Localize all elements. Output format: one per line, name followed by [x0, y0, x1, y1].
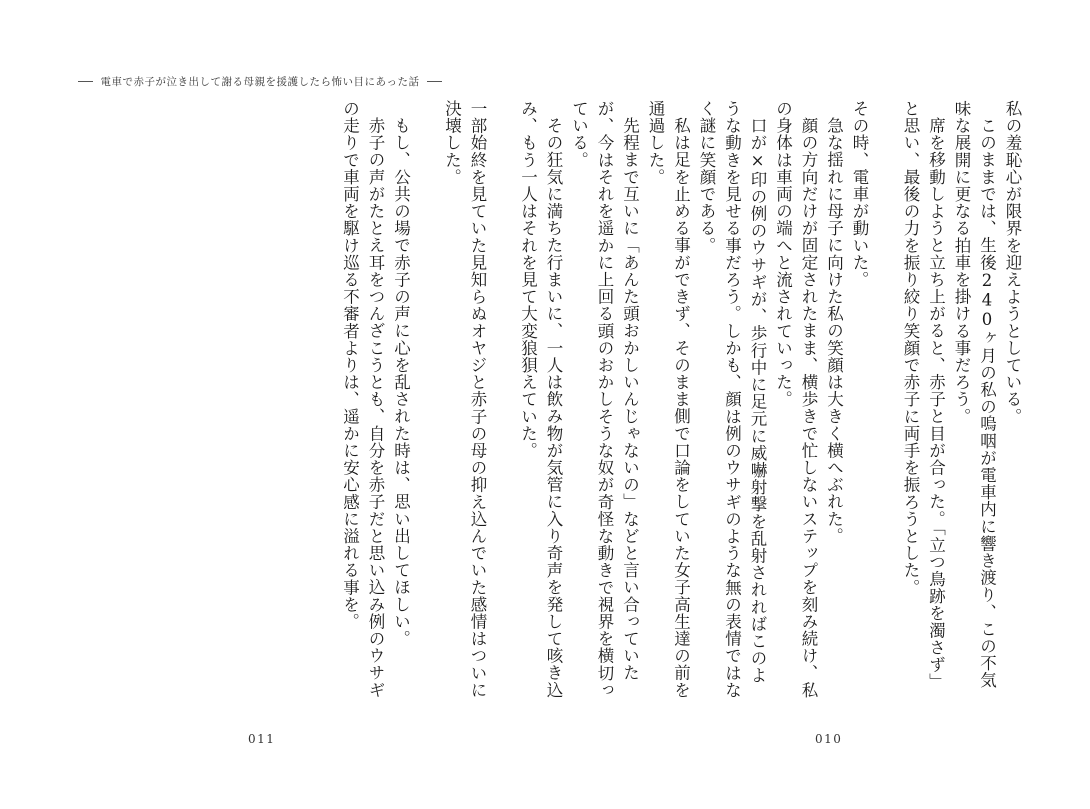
left-page — [340, 100, 490, 700]
paragraph: 赤子の声がたとえ耳をつんざこうとも、自分を赤子だと思い込み例のウサギの走りで車両を駆け巡る不審者よりは、遥かに安心感に溢れる事を。 — [340, 100, 385, 698]
paragraph: 私は足を止める事ができず、そのまま側で口論をしていた女子高生達の前を通過した。 — [646, 100, 691, 698]
paragraph: 一部始終を見ていた見知らぬオヤジと赤子の母の抑え込んでいた感情はついに決壊した。 — [442, 100, 487, 699]
right-page-body — [515, 100, 1025, 700]
header-rule-right — [427, 81, 442, 82]
paragraph: 席を移動しようと立ち上がると、赤子と目が合った。「立つ鳥跡を濁さず」と思い、最後の力を振り絞り笑顔で赤子に両手を振ろうとした。 — [901, 100, 946, 690]
chapter-title: 電車で赤子が泣き出して謝る母親を援護したら怖い目にあった話 — [100, 75, 420, 88]
page-number-right: 010 — [815, 732, 843, 746]
paragraph: その狂気に満ちた行まいに、一人は飲み物が気管に入り奇声を発して咳き込み、もう一人はそれを見て大変狼狽えていた。 — [518, 100, 563, 698]
running-header — [70, 72, 450, 90]
paragraph: このままでは、生後240ヶ月の私の嗚咽が電車内に響き渡り、この不気味な展開に更なる拍車を掛ける事だろう。 — [952, 100, 997, 689]
paragraph: その時、電車が動いた。 — [850, 100, 869, 289]
right-page — [518, 100, 1025, 700]
paragraph: 私の羞恥心が限界を迎えようとしている。 — [1003, 100, 1022, 425]
page-number-left: 011 — [248, 732, 276, 746]
header-rule-left — [78, 81, 93, 82]
paragraph: 顔の方向だけが固定されたまま、横歩きで忙しないステップを刻み続け、私の身体は車両の端へと流されていった。 — [773, 100, 818, 698]
paragraph: もし、公共の場で赤子の声に心を乱された時は、思い出してほしい。 — [391, 116, 411, 647]
paragraph: 急な揺れに母子に向けた私の笑顔は大きく横へぶれた。 — [824, 116, 844, 544]
left-page-body — [337, 100, 490, 700]
paragraph: 先程まで互いに「あんた頭おかしいんじゃないの」などと言い合っていたが、今はそれを遥かに上回る頭のおかしそうな奴が奇怪な動きで視界を横切っている。 — [569, 100, 640, 699]
paragraph: 口が×印の例のウサギが、歩行中に足元に威嚇射撃を乱射されればこのような動きを見せる事だろう。しかも、顔は例のウサギのような無の表情ではなく謎に笑顔である。 — [697, 100, 767, 699]
